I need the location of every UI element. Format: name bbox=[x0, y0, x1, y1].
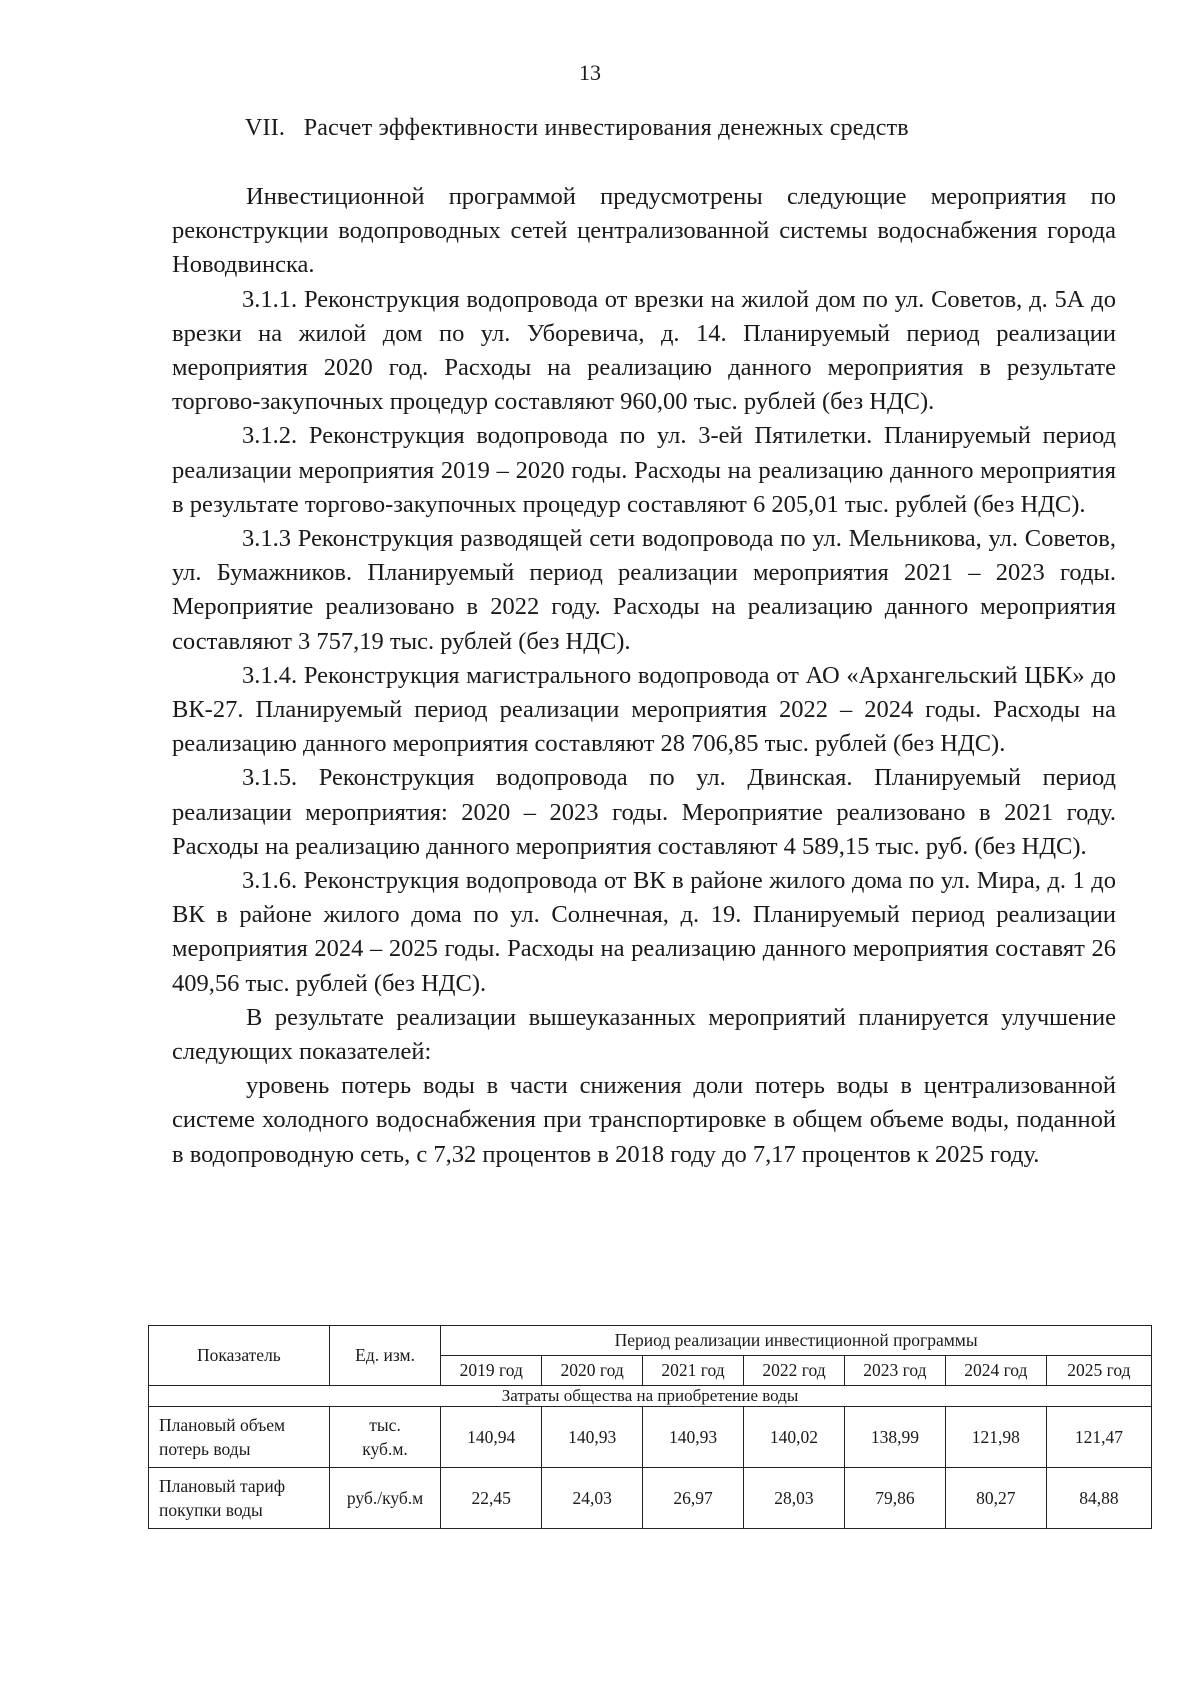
row-unit-line: тыс. bbox=[369, 1415, 401, 1435]
table-cell: 140,93 bbox=[643, 1407, 744, 1468]
table-cell: 79,86 bbox=[844, 1468, 945, 1529]
row-indicator-line: Плановый тариф bbox=[159, 1476, 286, 1496]
item-3-1-1: 3.1.1. Реконструкция водопровода от врезки на жилой дом по ул. Советов, д. 5А до врезки на жилой дом по ул. Уборевича, д. 14. Планируемый период реализации мероприятия 2020 год. Расходы на реализацию данного мероприятия в результате торгово-закупочных процедур составляют 960,00 тыс. рублей (без НДС). bbox=[172, 285, 1116, 416]
indicators-table bbox=[148, 1325, 1152, 1529]
page-number: 13 bbox=[579, 60, 601, 85]
table-cell: 22,45 bbox=[441, 1468, 542, 1529]
row-indicator bbox=[149, 1407, 330, 1468]
item-3-1-4: 3.1.4. Реконструкция магистрального водопровода от АО «Архангельский ЦБК» до ВК-27. Планируемый период реализации мероприятия 2022 – 2024 годы. Расходы на реализацию данного мероприятия составляют 28 706,85 тыс. рублей (без НДС). bbox=[172, 661, 1116, 758]
row-unit-line: руб./куб.м bbox=[346, 1488, 424, 1508]
table-row bbox=[149, 1468, 1152, 1529]
row-unit bbox=[329, 1407, 440, 1468]
table-cell: 84,88 bbox=[1046, 1468, 1151, 1529]
header-year: 2019 год bbox=[441, 1356, 542, 1386]
group-label: Затраты общества на приобретение воды bbox=[149, 1386, 1152, 1407]
table-cell: 24,03 bbox=[542, 1468, 643, 1529]
row-indicator-line: покупки воды bbox=[159, 1500, 263, 1520]
table-cell: 26,97 bbox=[643, 1468, 744, 1529]
header-period: Период реализации инвестиционной программы bbox=[441, 1326, 1152, 1356]
table-cell: 140,93 bbox=[542, 1407, 643, 1468]
table-cell: 121,47 bbox=[1046, 1407, 1151, 1468]
table-row bbox=[149, 1407, 1152, 1468]
results-paragraph: В результате реализации вышеуказанных мероприятий планируется улучшение следующих показателей: bbox=[172, 1003, 1116, 1066]
item-3-1-6: 3.1.6. Реконструкция водопровода от ВК в районе жилого дома по ул. Мира, д. 1 до ВК в районе жилого дома по ул. Солнечная, д. 19. Планируемый период реализации мероприятия 2024 – 2025 годы. Расходы на реализацию данного мероприятия составят 26 409,56 тыс. рублей (без НДС). bbox=[172, 867, 1116, 997]
header-year: 2024 год bbox=[945, 1356, 1046, 1386]
table-cell: 140,02 bbox=[744, 1407, 845, 1468]
item-3-1-5: 3.1.5. Реконструкция водопровода по ул. Двинская. Планируемый период реализации мероприятия: 2020 – 2023 годы. Мероприятие реализовано в 2021 году. Расходы на реализацию данного мероприятия составляют 4 589,15 тыс. руб. (без НДС). bbox=[172, 764, 1116, 860]
header-unit: Ед. изм. bbox=[329, 1326, 440, 1386]
row-indicator-line: Плановый объем bbox=[159, 1415, 286, 1435]
body-text bbox=[172, 180, 1116, 1172]
intro-paragraph: Инвестиционной программой предусмотрены следующие мероприятия по реконструкции водопроводных сетей централизованной системы водоснабжения города Новодвинска. bbox=[172, 183, 1116, 279]
row-unit-line: куб.м. bbox=[362, 1439, 408, 1459]
row-unit bbox=[329, 1468, 440, 1529]
header-year: 2023 год bbox=[844, 1356, 945, 1386]
table-cell: 140,94 bbox=[441, 1407, 542, 1468]
item-3-1-2: 3.1.2. Реконструкция водопровода по ул. 3-ей Пятилетки. Планируемый период реализации мероприятия 2019 – 2020 годы. Расходы на реализацию данного мероприятия в результате торгово-закупочных процедур составляют 6 205,01 тыс. рублей (без НДС). bbox=[172, 422, 1116, 518]
header-year: 2025 год bbox=[1046, 1356, 1151, 1386]
table-group-row bbox=[149, 1386, 1152, 1407]
table-header-row bbox=[149, 1326, 1152, 1356]
row-indicator bbox=[149, 1468, 330, 1529]
table-cell: 121,98 bbox=[945, 1407, 1046, 1468]
table-cell: 138,99 bbox=[844, 1407, 945, 1468]
header-year: 2021 год bbox=[643, 1356, 744, 1386]
header-year: 2022 год bbox=[744, 1356, 845, 1386]
row-indicator-line: потерь воды bbox=[159, 1439, 251, 1459]
table-cell: 80,27 bbox=[945, 1468, 1046, 1529]
header-indicator: Показатель bbox=[149, 1326, 330, 1386]
section-title: VII. Расчет эффективности инвестирования денежных средств bbox=[245, 115, 909, 141]
item-3-1-3: 3.1.3 Реконструкция разводящей сети водопровода по ул. Мельникова, ул. Советов, ул. Бумажников. Планируемый период реализации мероприятия 2021 – 2023 годы. Мероприятие реализовано в 2022 году. Расходы на реализацию данного мероприятия составляют 3 757,19 тыс. рублей (без НДС). bbox=[172, 525, 1116, 655]
water-loss-paragraph: уровень потерь воды в части снижения доли потерь воды в централизованной системе холодного водоснабжения при транспортировке в общем объеме воды, поданной в водопроводную сеть, с 7,32 процентов в 2018 году до 7,17 процентов к 2025 году. bbox=[172, 1072, 1116, 1168]
header-year: 2020 год bbox=[542, 1356, 643, 1386]
table-cell: 28,03 bbox=[744, 1468, 845, 1529]
